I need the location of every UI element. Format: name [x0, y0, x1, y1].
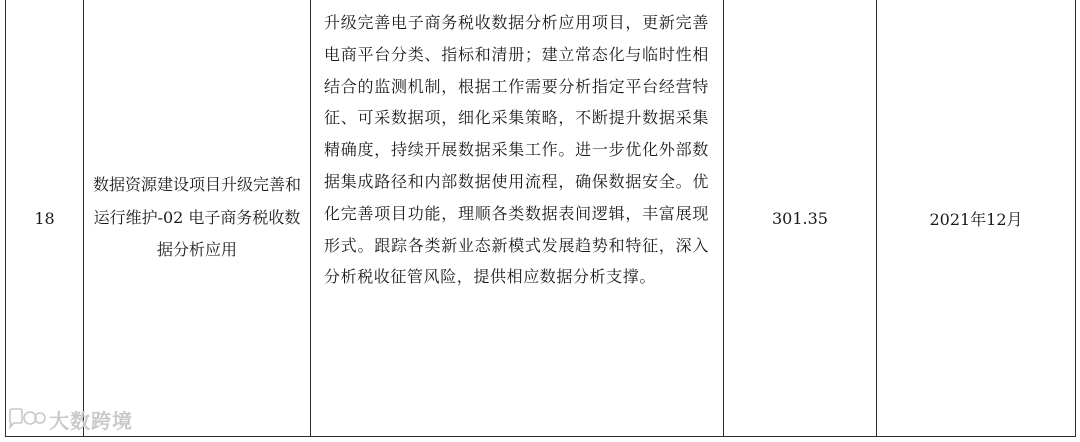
project-amount-cell — [724, 0, 876, 436]
project-date-cell — [877, 0, 1075, 436]
project-description-cell — [311, 0, 723, 436]
table-border-right — [1075, 0, 1076, 437]
project-amount-text: 301.35 — [772, 208, 828, 228]
table-row-index — [6, 0, 83, 436]
watermark — [6, 405, 133, 434]
project-name-text: 数据资源建设项目升级完善和运行维护-02 电子商务税收数据分析应用 — [92, 175, 301, 260]
table-border-bottom — [5, 436, 1076, 437]
project-description-text: 升级完善电子商务税收数据分析应用项目，更新完善电商平台分类、指标和清册；建立常态化与临时性相结合的监测机制，根据工作需要分析指定平台经营特征、可采数据项，细化采集策略，不断提升数据采集精确度，持续开展数据采集工作。进一步优化外部数据集成路径和内部数据使用流程，确保数据安全。优化完善项目功能，理顺各类数据表间逻辑，丰富展现形式。跟踪各类新业态新模式发展趋势和特征，深入分析税收征管风险，提供相应数据分析支撑。 — [324, 13, 709, 287]
row-index-text: 18 — [34, 208, 55, 228]
project-date-text: 2021年12月 — [929, 209, 1023, 229]
watermark-text: 大数跨境 — [49, 409, 133, 433]
chat-bubble-logo-icon — [6, 407, 46, 433]
project-name-cell — [84, 0, 310, 436]
